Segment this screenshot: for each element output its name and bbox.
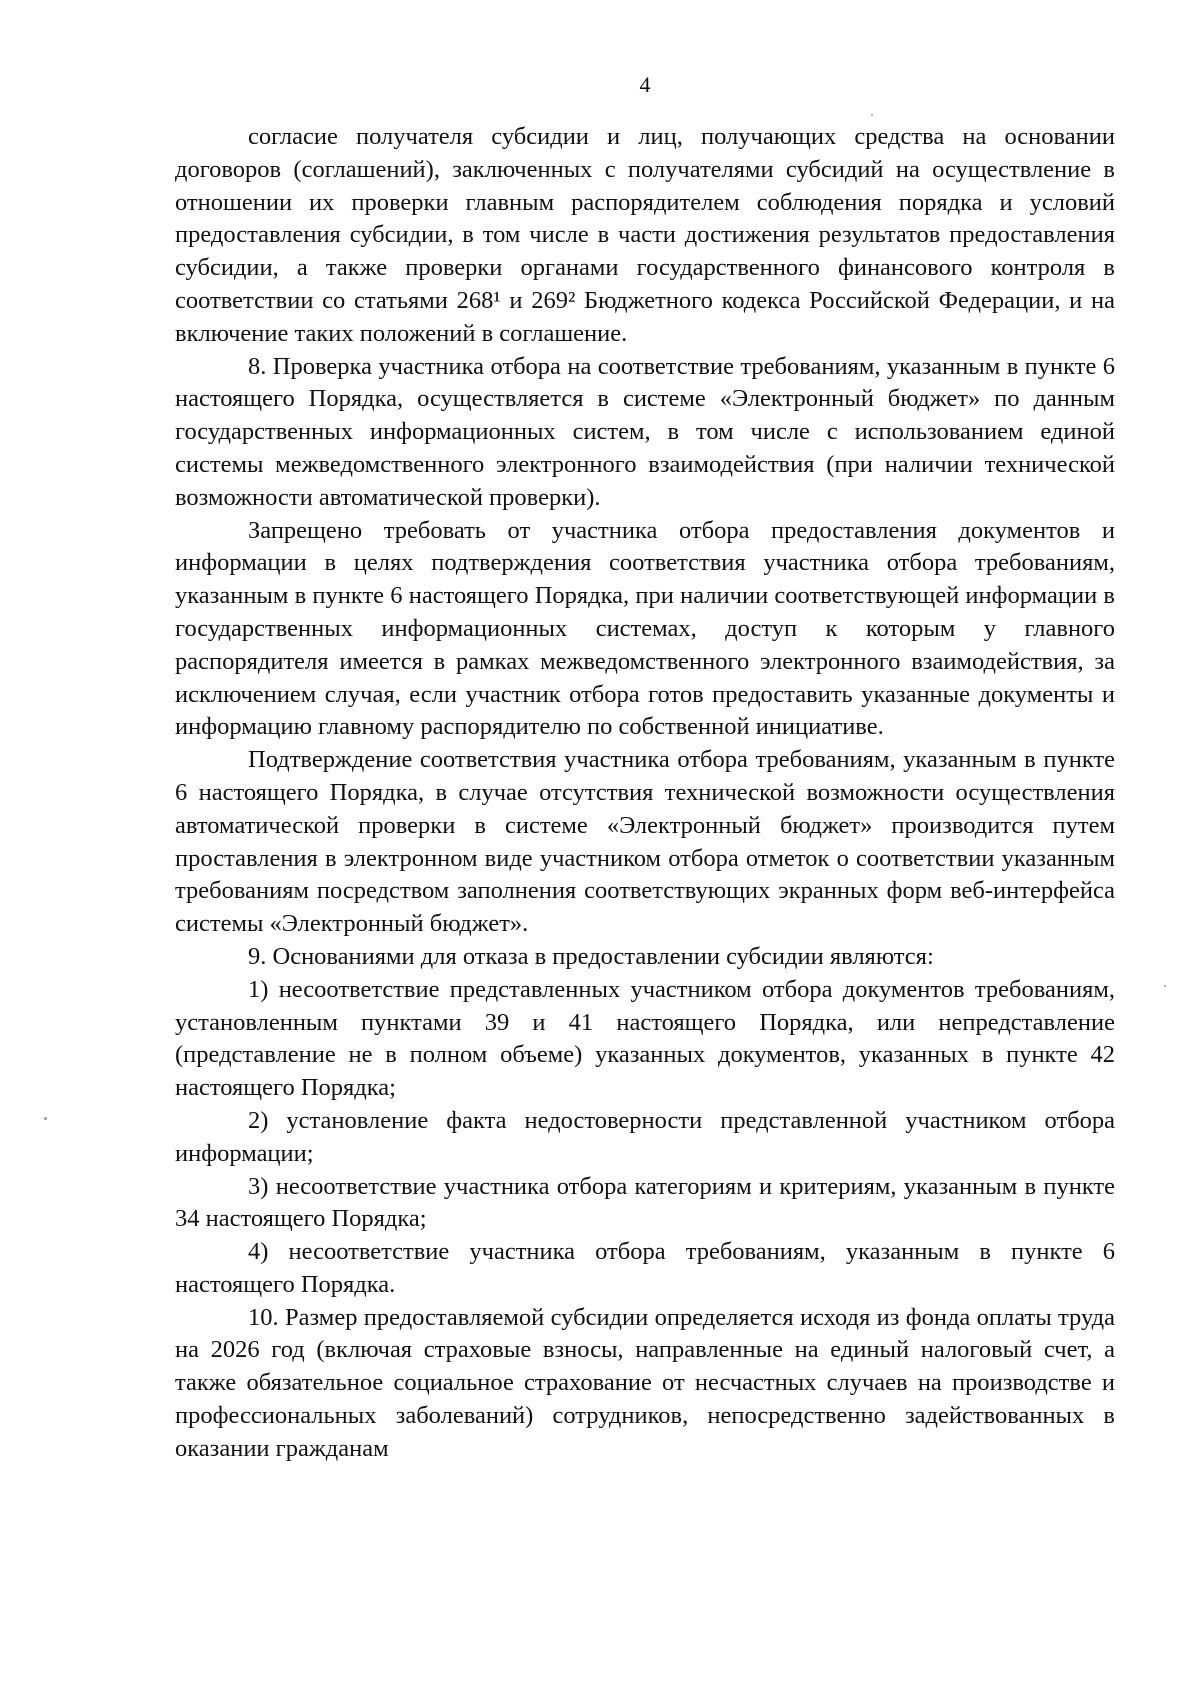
scan-speck: [871, 114, 873, 116]
paragraph-confirmation: Подтверждение соответствия участника отбора требованиям, указанным в пункте 6 настоящего Порядка, в случае отсутствия технической возможности осуществления автоматической проверки в системе «Электронный бюджет» производится путем проставления в электронном виде участником отбора отметок о соответствии указанным требованиям посредством заполнения соответствующих экранных форм веб-интерфейса системы «Электронный бюджет».: [175, 746, 1115, 938]
paragraph-9-item-3: 3) несоответствие участника отбора категориям и критериям, указанным в пункте 34 настоящего Порядка;: [175, 1172, 1115, 1233]
document-body: [175, 121, 1115, 1466]
paragraph-prohibition: Запрещено требовать от участника отбора предоставления документов и информации в целях подтверждения соответствия участника отбора требованиям, указанным в пункте 6 настоящего Порядка, при наличии соответствующей информации в государственных информационных системах, доступ к которым у главного распорядителя имеется в рамках межведомственного электронного взаимодействия, за исключением случая, если участник отбора готов предоставить указанные документы и информацию главному распорядителю по собственной инициативе.: [175, 516, 1115, 741]
scan-speck: [1164, 985, 1166, 987]
paragraph-8: 8. Проверка участника отбора на соответствие требованиям, указанным в пункте 6 настоящего Порядка, осуществляется в системе «Электронный бюджет» по данным государственных информационных систем, в том числе с использованием единой системы межведомственного электронного взаимодействия (при наличии технической возможности автоматической проверки).: [175, 352, 1115, 511]
paragraph-9-item-2: 2) установление факта недостоверности представленной участником отбора информации;: [175, 1106, 1115, 1167]
paragraph-consent: согласие получателя субсидии и лиц, получающих средства на основании договоров (соглашений), заключенных с получателями субсидий на осуществление в отношении их проверки главным распорядителем соблюдения порядка и условий предоставления субсидии, в том числе в части достижения результатов предоставления субсидии, а также проверки органами государственного финансового контроля в соответствии со статьями 268¹ и 269² Бюджетного кодекса Российской Федерации, и на включение таких положений в соглашение.: [175, 123, 1115, 347]
scan-speck: [44, 1117, 47, 1120]
paragraph-9-item-1: 1) несоответствие представленных участником отбора документов требованиям, установленным пунктами 39 и 41 настоящего Порядка, или непредставление (представление не в полном объеме) указанных документов, указанных в пункте 42 настоящего Порядка;: [175, 975, 1115, 1102]
page-number: 4: [639, 72, 651, 97]
paragraph-10: 10. Размер предоставляемой субсидии определяется исходя из фонда оплаты труда на 2026 год (включая страховые взносы, направленные на единый налоговый счет, а также обязательное социальное страхование от несчастных случаев на производстве и профессиональных заболеваний) сотрудников, непосредственно задействованных в оказании гражданам: [175, 1303, 1115, 1462]
paragraph-9-item-4: 4) несоответствие участника отбора требованиям, указанным в пункте 6 настоящего Порядка.: [175, 1238, 1115, 1298]
paragraph-9: 9. Основаниями для отказа в предоставлении субсидии являются:: [248, 942, 934, 970]
